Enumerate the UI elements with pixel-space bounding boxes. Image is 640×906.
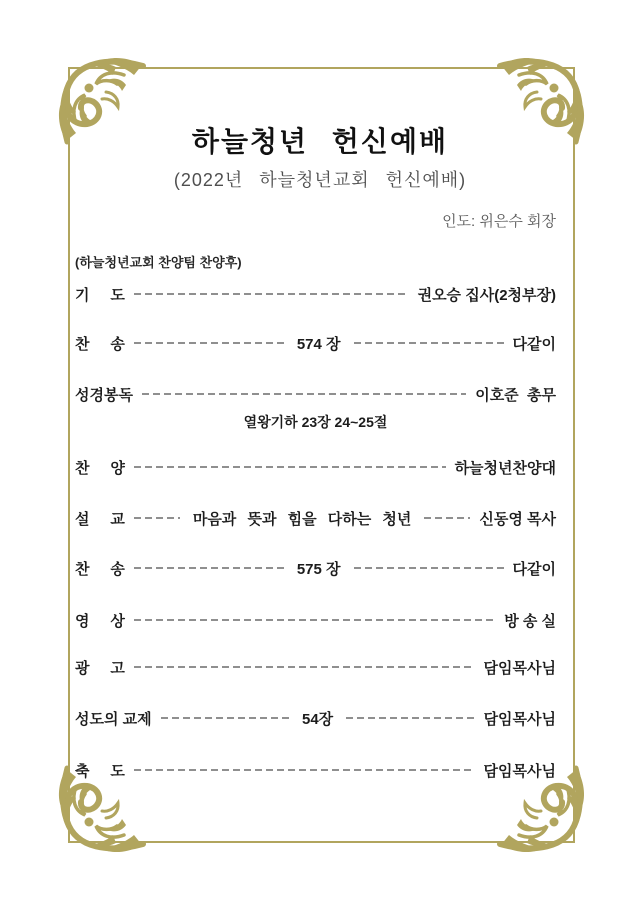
- dash-leader: [142, 393, 466, 395]
- order-row-video: [75, 611, 556, 629]
- order-name: 담임목사님: [483, 659, 556, 677]
- order-name: 다같이: [512, 335, 556, 353]
- order-name: 하늘청년찬양대: [454, 459, 556, 477]
- order-label: 찬 송: [75, 335, 125, 353]
- dash-leader: [134, 619, 495, 621]
- order-label: 기 도: [75, 286, 125, 304]
- order-row-benediction: [75, 761, 556, 779]
- order-row-scripture: [75, 385, 556, 403]
- order-row-prayer: [75, 285, 556, 303]
- service-leader: 인도: 위은수 회장: [442, 213, 556, 230]
- dash-leader: [134, 666, 475, 668]
- order-row-sermon: [75, 509, 556, 527]
- dash-leader: [134, 517, 180, 519]
- order-name: 담임목사님: [483, 762, 556, 780]
- dash-leader: [134, 293, 409, 295]
- order-row-praise: [75, 458, 556, 476]
- order-label: 설 교: [75, 510, 125, 528]
- order-name: 다같이: [512, 560, 556, 578]
- order-name: 담임목사님: [483, 710, 557, 728]
- dash-leader: [354, 567, 504, 569]
- order-name: 이호준 총무: [475, 386, 556, 404]
- hymn-number: 575 장: [296, 560, 341, 578]
- dash-leader: [424, 517, 470, 519]
- hymn-number: 54장: [302, 710, 334, 728]
- order-label: 광 고: [75, 659, 125, 677]
- sermon-title: 마음과 뜻과 힘을 다하는 청년: [192, 510, 412, 528]
- order-label: 축 도: [75, 762, 125, 780]
- praise-team-note: (하늘청년교회 찬양팀 찬양후): [75, 255, 242, 270]
- dash-leader: [134, 342, 284, 344]
- page-subtitle: (2022년 하늘청년교회 헌신예배): [173, 170, 467, 190]
- order-label: 찬 양: [75, 459, 125, 477]
- order-row-hymn-2: [75, 559, 556, 577]
- dash-leader: [134, 769, 475, 771]
- order-name: 방 송 실: [504, 612, 556, 630]
- hymn-number: 574 장: [296, 335, 341, 353]
- order-row-fellowship: [75, 709, 556, 727]
- order-label: 영 상: [75, 612, 125, 630]
- order-label: 성경봉독: [75, 386, 133, 404]
- order-label: 찬 송: [75, 560, 125, 578]
- order-name: 신동영 목사: [479, 510, 557, 528]
- scripture-reference: 열왕기하 23장 24~25절: [243, 414, 388, 430]
- dash-leader: [134, 567, 284, 569]
- dash-leader: [354, 342, 504, 344]
- order-name: 권오승 집사(2청부장): [417, 286, 556, 304]
- page-title: 하늘청년 헌신예배: [191, 126, 449, 157]
- dash-leader: [134, 466, 446, 468]
- order-row-announcements: [75, 658, 556, 676]
- dash-leader: [346, 717, 474, 719]
- dash-leader: [161, 717, 289, 719]
- order-label: 성도의 교제: [75, 710, 152, 728]
- order-row-hymn-1: [75, 334, 556, 352]
